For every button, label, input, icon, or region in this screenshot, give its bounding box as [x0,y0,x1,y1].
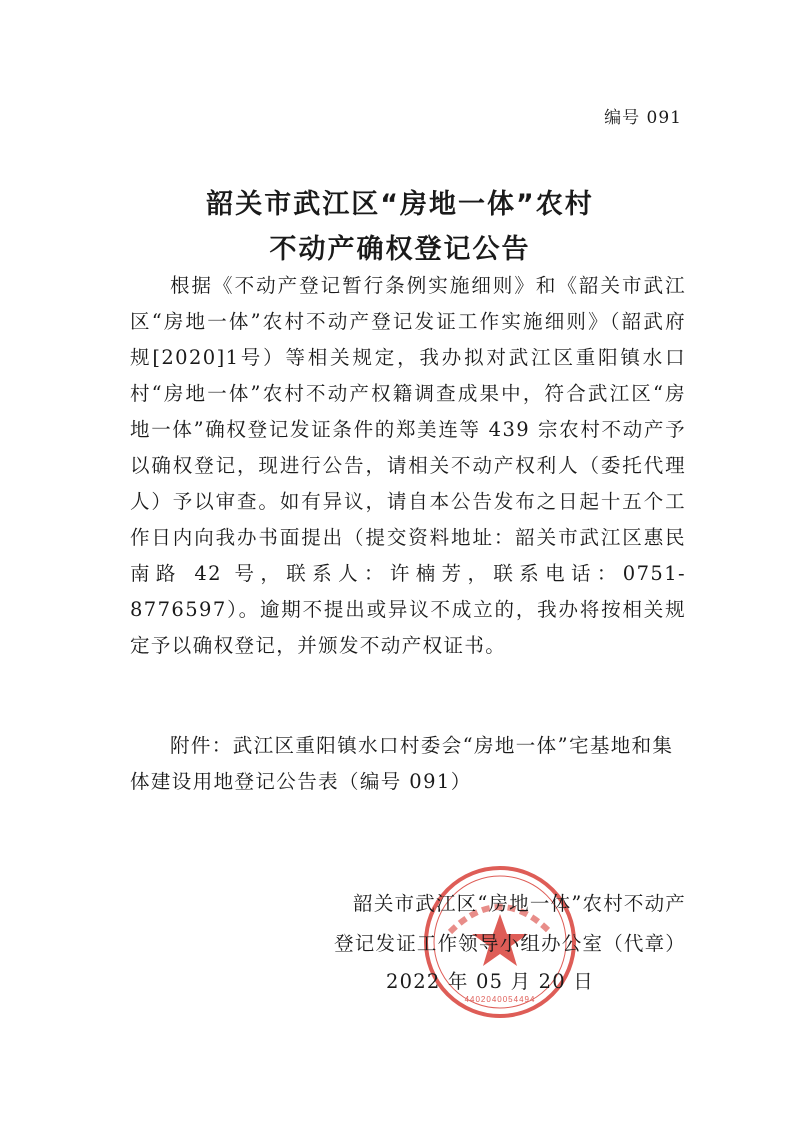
title-line-2: 不动产确权登记公告 [269,234,531,265]
seal-number: 4402040054494 [464,995,536,1004]
attachment-note: 附件：武江区重阳镇水口村委会“房地一体”宅基地和集体建设用地登记公告表（编号 091） [130,734,674,793]
signature-line-2: 登记发证工作领导小组办公室（代章） [334,932,686,955]
title-line-1: 韶关市武江区“房地一体”农村 [206,189,594,220]
document-number: 编号 091 [604,108,682,128]
announcement-body: 根据《不动产登记暂行条例实施细则》和《韶关市武江区“房地一体”农村不动产登记发证工作实施细则》（韶武府规[2020]1号）等相关规定，我办拟对武江区重阳镇水口村“房地一体”农村不动产权籍调查成果中，符合武江区“房地一体”确权登记发证条件的郑美连等 439 宗农村不动产予以确权登记，现进行公告，请相关不动产权利人（委托代理人）予以审查。如有异议，请自本公告发布之日起十五个工作日内向我办书面提出（提交资料地址：韶关市武江区惠民南路 42 号，联系人：许楠芳，联系电话：0751-8776597）。逾期不提出或异议不成立的，我办将按相关规定予以确权登记，并颁发不动产权证书。 [130,274,686,657]
signature-line-1: 韶关市武江区“房地一体”农村不动产 [353,892,686,915]
signature-date: 2022 年 05 月 20 日 [386,970,594,993]
